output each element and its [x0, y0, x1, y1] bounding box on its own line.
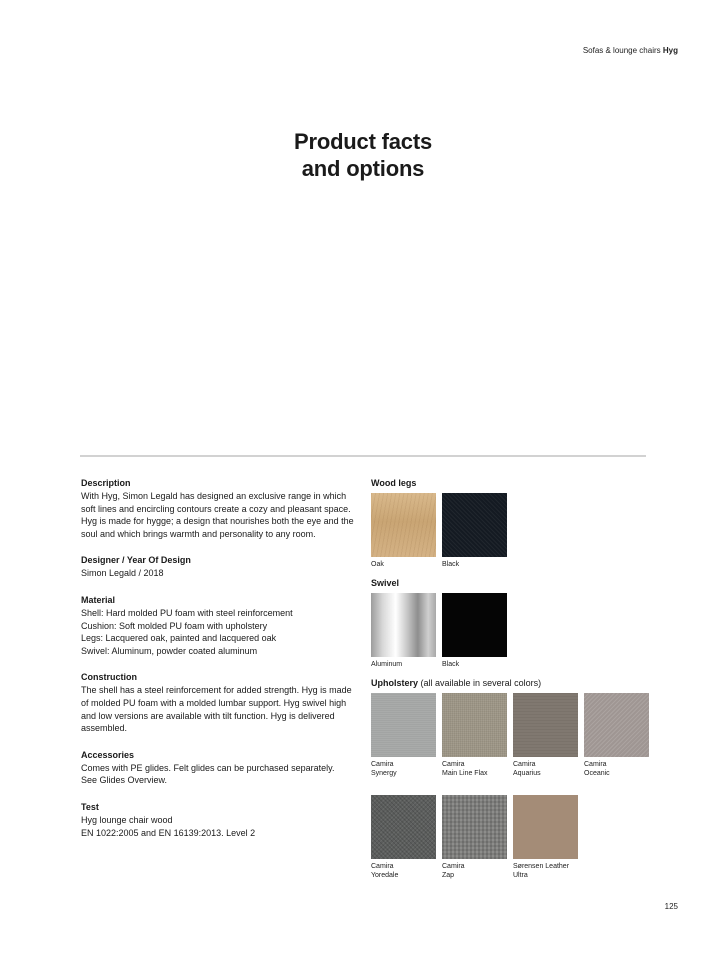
swatch-black-swivel: [442, 593, 507, 669]
swatch-label: Black: [442, 661, 460, 668]
wood-legs-swatches: [371, 493, 651, 569]
aquarius-swatch-image: [513, 693, 578, 757]
facts-column: [81, 477, 361, 853]
swatch-label: Camira Yoredale: [371, 863, 399, 879]
aluminum-swatch-image: [371, 593, 436, 657]
leather-swatch-image: [513, 795, 578, 859]
page-title: [0, 128, 726, 182]
swatch-label: Oak: [371, 561, 384, 568]
oceanic-swatch-image: [584, 693, 649, 757]
swivel-swatches: [371, 593, 651, 669]
yoredale-swatch-image: [371, 795, 436, 859]
swatch-label: Black: [442, 561, 460, 568]
swatch-aluminum: [371, 593, 436, 669]
black-wood-swatch-image: [442, 493, 507, 557]
upholstery-swatches-row2: [371, 795, 651, 880]
description-text: With Hyg, Simon Legald has designed an exclusive range in which soft lines and encircling contours create a cozy and pleasant space. Hyg is made for hygge; a design that nourishes both the eye and the soul and which brings warmth and personality to any room.: [81, 491, 354, 539]
synergy-swatch-image: [371, 693, 436, 757]
swatch-label: Camira Main Line Flax: [442, 761, 488, 777]
description-section: [81, 477, 361, 540]
section-divider: [80, 455, 646, 457]
construction-text: The shell has a steel reinforcement for added strength. Hyg is made of molded PU foam with a molded lumbar support. Hyg swivel high and low versions are available with tilt function. Hyg is delivered assembled.: [81, 685, 352, 734]
swatch-label: Sørensen Leather Ultra: [513, 863, 570, 879]
upholstery-heading: Upholstery (all available in several colors): [371, 678, 542, 688]
swatch-oceanic: [584, 693, 649, 778]
accessories-heading: Accessories: [81, 749, 135, 760]
wood-legs-heading: Wood legs: [371, 478, 417, 488]
designer-heading: Designer / Year Of Design: [81, 555, 191, 566]
swatch-aquarius: [513, 693, 578, 778]
oak-swatch-image: [371, 493, 436, 557]
construction-section: [81, 671, 361, 734]
page-number: 125: [664, 902, 678, 911]
header-product: Hyg: [662, 46, 678, 55]
swatch-yoredale: [371, 795, 436, 880]
swatch-label: Camira Zap: [442, 863, 465, 879]
material-section: [81, 594, 361, 657]
construction-heading: Construction: [81, 672, 137, 683]
main-line-flax-swatch-image: [442, 693, 507, 757]
black-swivel-swatch-image: [442, 593, 507, 657]
swatch-label: Camira Synergy: [371, 761, 397, 777]
swatch-label: Aluminum: [371, 661, 403, 668]
material-text: Shell: Hard molded PU foam with steel reinforcement Cushion: Soft molded PU foam with upholstery Legs: Lacquered oak, painted and lacquered oak Swivel: Aluminum, powder coated aluminum: [81, 607, 293, 656]
accessories-section: [81, 749, 361, 787]
designer-section: [81, 554, 361, 580]
swatch-label: Camira Aquarius: [513, 761, 541, 777]
swatch-zap: [442, 795, 507, 880]
test-text: Hyg lounge chair wood EN 1022:2005 and EN 16139:2013. Level 2: [81, 814, 256, 838]
swatch-main-line-flax: [442, 693, 507, 778]
options-column: [371, 477, 651, 880]
swatch-label: Camira Oceanic: [584, 761, 610, 777]
page-title-line1: Product facts: [294, 129, 432, 154]
swatch-black-wood: [442, 493, 507, 569]
swatch-sorensen-leather-ultra: [513, 795, 578, 880]
upholstery-swatches-row1: [371, 693, 651, 778]
designer-text: Simon Legald / 2018: [81, 568, 164, 579]
swatch-oak: [371, 493, 436, 569]
swivel-heading: Swivel: [371, 578, 400, 588]
accessories-text: Comes with PE glides. Felt glides can be purchased separately. See Glides Overview.: [81, 762, 335, 786]
swatch-synergy: [371, 693, 436, 778]
running-header: [583, 46, 678, 55]
test-heading: Test: [81, 801, 99, 812]
upholstery-note: (all available in several colors): [420, 678, 542, 688]
test-section: [81, 801, 361, 839]
header-section: Sofas & lounge chairs: [582, 46, 661, 55]
zap-swatch-image: [442, 795, 507, 859]
description-heading: Description: [81, 478, 131, 488]
page-title-line2: and options: [301, 156, 425, 181]
material-heading: Material: [81, 594, 116, 605]
